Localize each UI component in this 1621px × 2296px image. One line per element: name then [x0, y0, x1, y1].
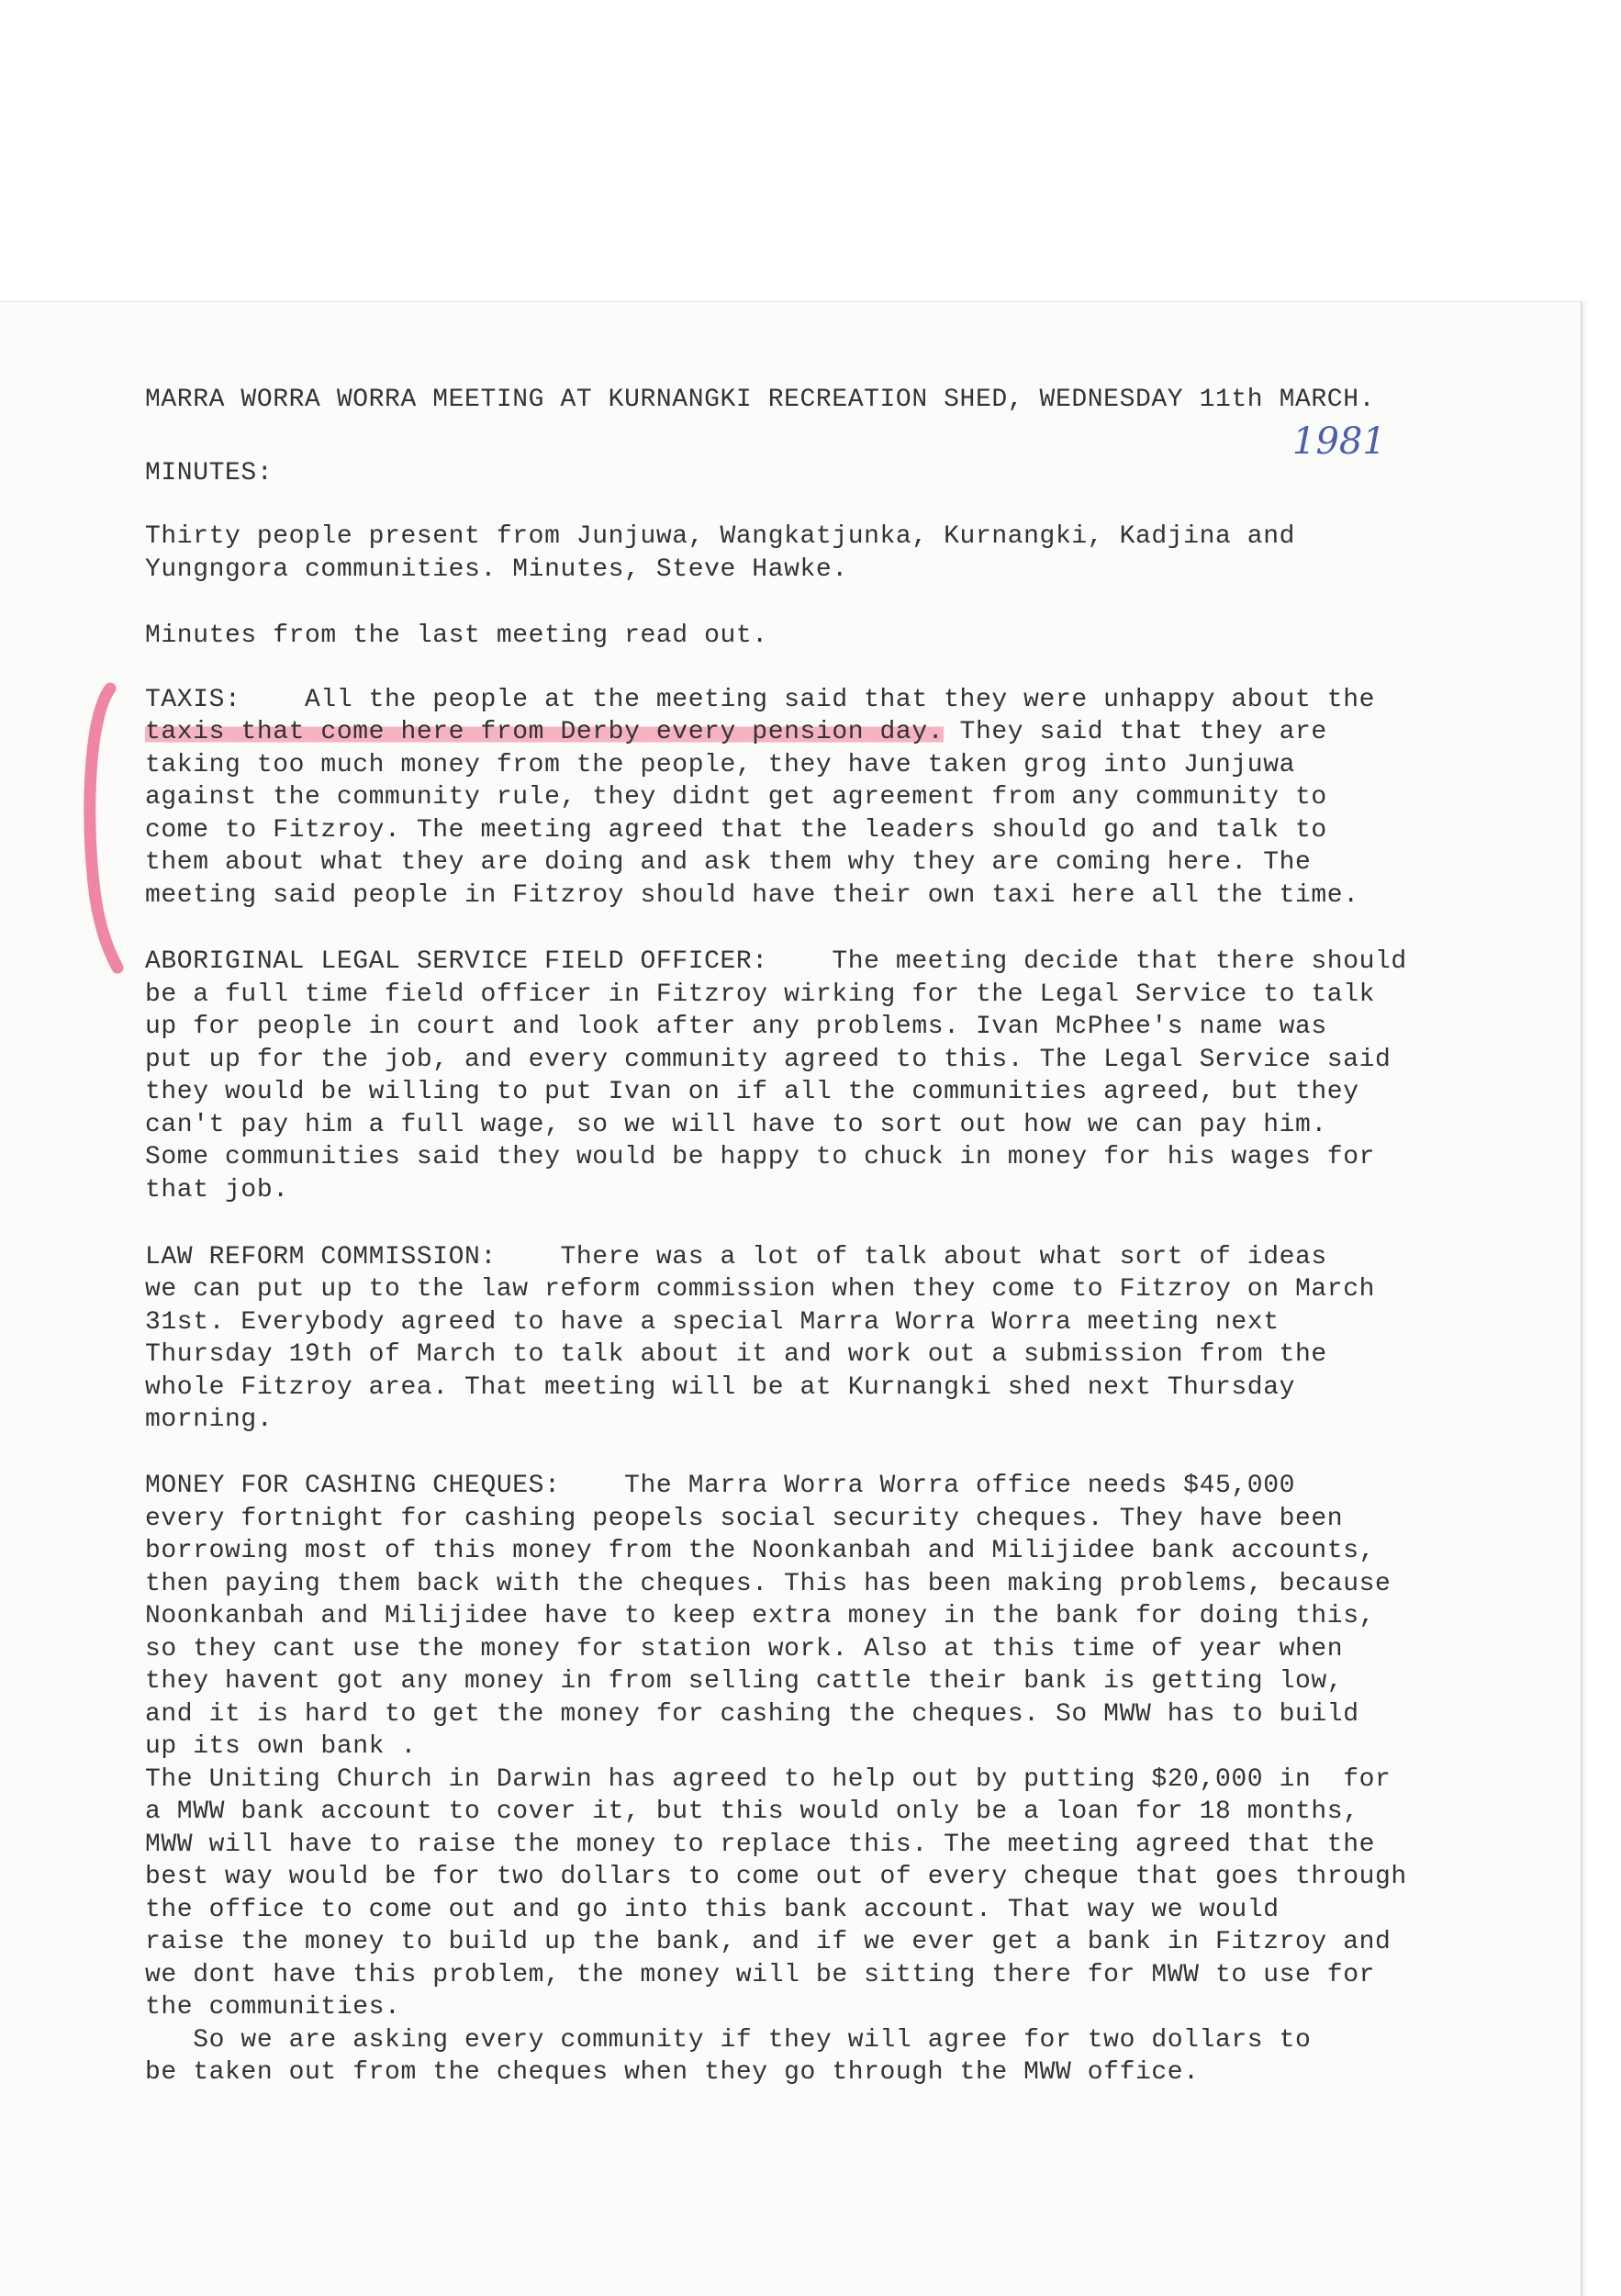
margin-highlight-mark — [83, 681, 138, 975]
law-reform-line-2: we can put up to the law reform commission when they come to Fitzroy on March — [145, 1275, 1376, 1304]
cheques-line-16: we dont have this problem, the money will be sitting there for MWW to use for — [145, 1961, 1376, 1989]
cheques-line-3: borrowing most of this money from the Noonkanbah and Milijidee bank accounts, — [145, 1537, 1376, 1565]
cheques-line-10: The Uniting Church in Darwin has agreed to help out by putting $20,000 in for — [145, 1765, 1392, 1794]
legal-line-1: ABORIGINAL LEGAL SERVICE FIELD OFFICER: The meeting decide that there should — [145, 947, 1407, 976]
taxis-line-4: against the community rule, they didnt get agreement from any community to — [145, 783, 1327, 812]
cheques-line-9: up its own bank . — [145, 1732, 417, 1761]
taxis-line-2 — [145, 716, 1327, 749]
law-reform-line-3: 31st. Everybody agreed to have a special Marra Worra Worra meeting next — [145, 1308, 1280, 1337]
taxis-line-6: them about what they are doing and ask them why they are coming here. The — [145, 848, 1312, 877]
law-reform-line-4: Thursday 19th of March to talk about it and work out a submission from the — [145, 1340, 1327, 1369]
cheques-line-1: MONEY FOR CASHING CHEQUES: The Marra Worra Worra office needs $45,000 — [145, 1472, 1295, 1500]
legal-line-8: that job. — [145, 1176, 289, 1204]
taxis-line-5: come to Fitzroy. The meeting agreed that the leaders should go and talk to — [145, 816, 1327, 845]
last-minutes-line: Minutes from the last meeting read out. — [145, 622, 768, 650]
legal-line-6: can't pay him a full wage, so we will have to sort out how we can pay him. — [145, 1111, 1327, 1139]
cheques-line-13: best way would be for two dollars to come out of every cheque that goes through — [145, 1863, 1407, 1891]
cheques-line-14: the office to come out and go into this bank account. That way we would — [145, 1896, 1280, 1924]
document-title: MARRA WORRA WORRA MEETING AT KURNANGKI RECREATION SHED, WEDNESDAY 11th MARCH. — [145, 386, 1376, 414]
attendance-line-2: Yungngora communities. Minutes, Steve Hawke. — [145, 555, 848, 584]
taxis-line-3: taking too much money from the people, they have taken grog into Junjuwa — [145, 751, 1295, 779]
legal-line-7: Some communities said they would be happy to chuck in money for his wages for — [145, 1143, 1376, 1171]
law-reform-line-5: whole Fitzroy area. That meeting will be at Kurnangki shed next Thursday — [145, 1373, 1295, 1402]
cheques-line-6: so they cant use the money for station work. Also at this time of year when — [145, 1635, 1344, 1663]
cheques-line-15: raise the money to build up the bank, and if we ever get a bank in Fitzroy and — [145, 1928, 1392, 1956]
cheques-line-2: every fortnight for cashing peopels social security cheques. They have been — [145, 1505, 1344, 1533]
law-reform-line-6: morning. — [145, 1406, 274, 1434]
handwritten-year: 1981 — [1292, 420, 1386, 463]
taxis-heading-line: TAXIS: All the people at the meeting said that they were unhappy about the — [145, 686, 1376, 714]
cheques-line-12: MWW will have to raise the money to replace this. The meeting agreed that the — [145, 1831, 1376, 1859]
legal-line-3: up for people in court and look after any problems. Ivan McPhee's name was — [145, 1013, 1327, 1041]
cheques-line-8: and it is hard to get the money for cashing the cheques. So MWW has to build — [145, 1700, 1359, 1729]
legal-line-4: put up for the job, and every community agreed to this. The Legal Service said — [145, 1046, 1392, 1074]
cheques-line-18: So we are asking every community if they will agree for two dollars to — [145, 2026, 1312, 2055]
cheques-line-19: be taken out from the cheques when they go through the MWW office. — [145, 2058, 1200, 2087]
cheques-line-11: a MWW bank account to cover it, but this would only be a loan for 18 months, — [145, 1798, 1359, 1826]
legal-line-5: they would be willing to put Ivan on if all the communities agreed, but they — [145, 1078, 1359, 1106]
taxis-line-2-rest: They said that they are — [944, 718, 1327, 746]
cheques-line-5: Noonkanbah and Milijidee have to keep extra money in the bank for doing this, — [145, 1602, 1376, 1630]
cheques-line-17: the communities. — [145, 1993, 401, 2022]
minutes-label: MINUTES: — [145, 459, 274, 487]
cheques-line-7: they havent got any money in from selling cattle their bank is getting low, — [145, 1667, 1344, 1696]
highlighted-text: taxis that come here from Derby every pension day. — [145, 718, 945, 746]
law-reform-line-1: LAW REFORM COMMISSION: There was a lot of talk about what sort of ideas — [145, 1243, 1327, 1271]
taxis-line-7: meeting said people in Fitzroy should have their own taxi here all the time. — [145, 881, 1359, 910]
cheques-line-4: then paying them back with the cheques. This has been making problems, because — [145, 1570, 1392, 1598]
attendance-line-1: Thirty people present from Junjuwa, Wangkatjunka, Kurnangki, Kadjina and — [145, 522, 1295, 551]
legal-line-2: be a full time field officer in Fitzroy wirking for the Legal Service to talk — [145, 980, 1376, 1009]
